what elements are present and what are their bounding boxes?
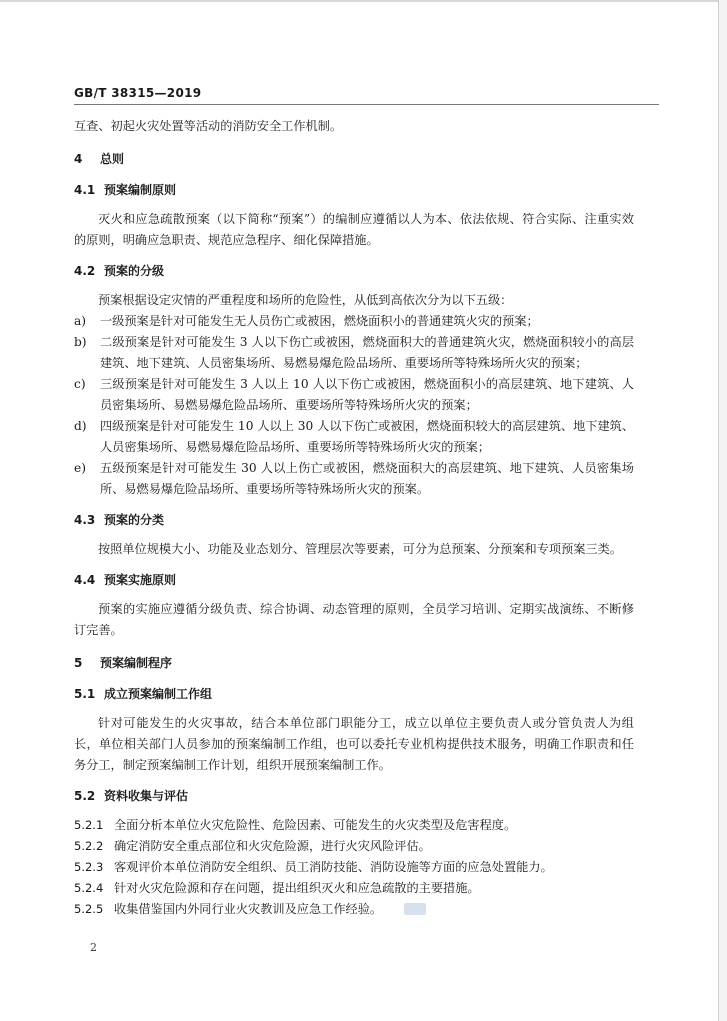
heading-number: 4.2 [74,264,96,278]
list-marker: d) [74,419,87,433]
header-rule [74,104,659,105]
clause [74,815,634,836]
paragraph: 互查、初起火灾处置等活动的消防安全工作机制。 [74,119,343,133]
list-marker: b) [74,335,87,349]
chapter-heading [74,653,634,674]
heading-title: 预案编制程序 [100,656,173,670]
heading-title: 成立预案编制工作组 [104,687,213,701]
section-heading [74,261,634,282]
section-heading [74,570,634,591]
clause-text: 客观评价本单位消防安全组织、员工消防技能、消防设施等方面的应急处置能力。 [114,860,553,874]
list-item-text: 四级预案是针对可能发生 10 人以上 30 人以下伤亡或被困，燃烧面积较大的高层建筑、地下建筑、人员密集场所、易燃易爆危险品场所、重要场所等特殊场所火灾的预案； [100,419,635,454]
clause-number: 5.2.1 [74,818,104,832]
list-item [74,458,634,500]
section-heading [74,786,634,807]
heading-number: 5 [74,656,83,670]
list-item-text: 一级预案是针对可能发生无人员伤亡或被困，燃烧面积小的普通建筑火灾的预案； [100,314,539,328]
heading-title: 总则 [100,152,125,166]
heading-title: 预案实施原则 [104,573,177,587]
chapter-heading [74,149,634,170]
page-number: 2 [90,941,97,954]
list-item [74,374,634,416]
page-right-edge [718,0,727,1021]
list-item-text: 三级预案是针对可能发生 3 人以上 10 人以下伤亡或被困，燃烧面积小的高层建筑、地下建筑、人员密集场所、易燃易爆危险品场所、重要场所等特殊场所火灾的预案； [100,377,634,412]
clause-text: 全面分析本单位火灾危险性、危险因素、可能发生的火灾类型及危害程度。 [114,818,517,832]
section-heading [74,510,634,531]
clause-text: 收集借鉴国内外同行业火灾教训及应急工作经验。 [114,902,383,916]
clause-text: 确定消防安全重点部位和火灾危险源，进行火灾风险评估。 [114,839,431,853]
heading-number: 4.1 [74,183,96,197]
document-body [74,116,634,920]
paragraph: 按照单位规模大小、功能及业态划分、管理层次等要素，可分为总预案、分预案和专项预案三类。 [98,542,623,556]
list-item-text: 五级预案是针对可能发生 30 人以上伤亡或被困，燃烧面积大的高层建筑、地下建筑、人员密集场所、易燃易爆危险品场所、重要场所等特殊场所火灾的预案。 [100,461,634,496]
heading-number: 4.4 [74,573,96,587]
list-item [74,332,634,374]
clause-text: 针对火灾危险源和存在问题，提出组织灭火和应急疏散的主要措施。 [114,881,480,895]
heading-number: 4 [74,152,83,166]
paragraph: 灭火和应急疏散预案（以下简称“预案”）的编制应遵循以人为本、依法依规、符合实际、注重实效的原则，明确应急职责、规范应急程序、细化保障措施。 [74,212,634,247]
clause-number: 5.2.3 [74,860,104,874]
clause [74,878,634,899]
page-top-edge [0,0,727,2]
clause [74,836,634,857]
heading-title: 预案的分级 [104,264,165,278]
list-marker: e) [74,461,86,475]
paragraph: 预案的实施应遵循分级负责、综合协调、动态管理的原则，全员学习培训、定期实战演练、不断修订完善。 [74,602,634,637]
heading-title: 预案的分类 [104,513,165,527]
list-item-text: 二级预案是针对可能发生 3 人以下伤亡或被困，燃烧面积大的普通建筑火灾，燃烧面积较小的高层建筑、地下建筑、人员密集场所、易燃易爆危险品场所、重要场所等特殊场所火灾的预案； [100,335,634,370]
list-item [74,311,634,332]
watermark-stamp [404,903,426,915]
heading-number: 5.2 [74,789,96,803]
heading-number: 4.3 [74,513,96,527]
list-marker: a) [74,314,87,328]
clause-number: 5.2.5 [74,902,104,916]
heading-title: 预案编制原则 [104,183,177,197]
clause-number: 5.2.4 [74,881,104,895]
clause [74,899,634,920]
section-heading [74,684,634,705]
clause-number: 5.2.2 [74,839,104,853]
heading-number: 5.1 [74,687,96,701]
list-marker: c) [74,377,86,391]
heading-title: 资料收集与评估 [104,789,189,803]
paragraph: 针对可能发生的火灾事故，结合本单位部门职能分工，成立以单位主要负责人或分管负责人为组长，单位相关部门人员参加的预案编制工作组，也可以委托专业机构提供技术服务，明确工作职责和任务分工，制定预案编制工作计划，组织开展预案编制工作。 [74,716,634,772]
clause [74,857,634,878]
standard-code: GB/T 38315—2019 [74,86,202,100]
paragraph: 预案根据设定灾情的严重程度和场所的危险性，从低到高依次分为以下五级： [98,293,513,307]
list-item [74,416,634,458]
section-heading [74,180,634,201]
